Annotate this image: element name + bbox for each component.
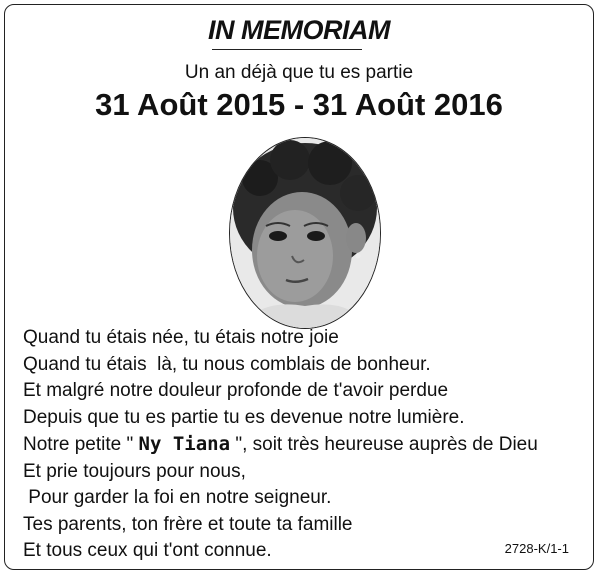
poem-line: Et malgré notre douleur profonde de t'avoir perdue — [23, 380, 449, 401]
poem-line-prefix: Notre petite " — [23, 434, 139, 455]
page-title: IN MEMORIAM — [208, 15, 390, 45]
portrait-photo — [230, 138, 380, 328]
poem-line: Depuis que tu es partie tu es devenue notre lumière. — [23, 406, 465, 428]
poem-line: Et tous ceux qui t'ont connue. — [23, 540, 272, 561]
poem-line: Tes parents, ton frère et toute ta famille — [23, 513, 353, 535]
poem-line: Pour garder la foi en notre seigneur. — [23, 487, 332, 508]
date-range: 31 Août 2015 - 31 Août 2016 — [95, 87, 503, 122]
poem-line: Quand tu étais là, tu nous comblais de bonheur. — [23, 353, 431, 375]
child-portrait-icon — [230, 138, 380, 328]
poem-line-suffix: ", soit très heureuse auprès de Dieu — [230, 434, 538, 455]
memorial-card — [4, 4, 594, 570]
poem-line: Et prie toujours pour nous, — [23, 460, 246, 482]
poem-line-with-name — [23, 431, 583, 459]
reference-code: 2728-K/1-1 — [504, 541, 569, 556]
poem — [23, 325, 583, 565]
poem-line: Quand tu étais née, tu étais notre joie — [23, 327, 339, 348]
title-underline — [212, 49, 362, 50]
subtitle: Un an déjà que tu es partie — [184, 62, 414, 83]
deceased-name: Ny Tiana — [138, 433, 231, 455]
